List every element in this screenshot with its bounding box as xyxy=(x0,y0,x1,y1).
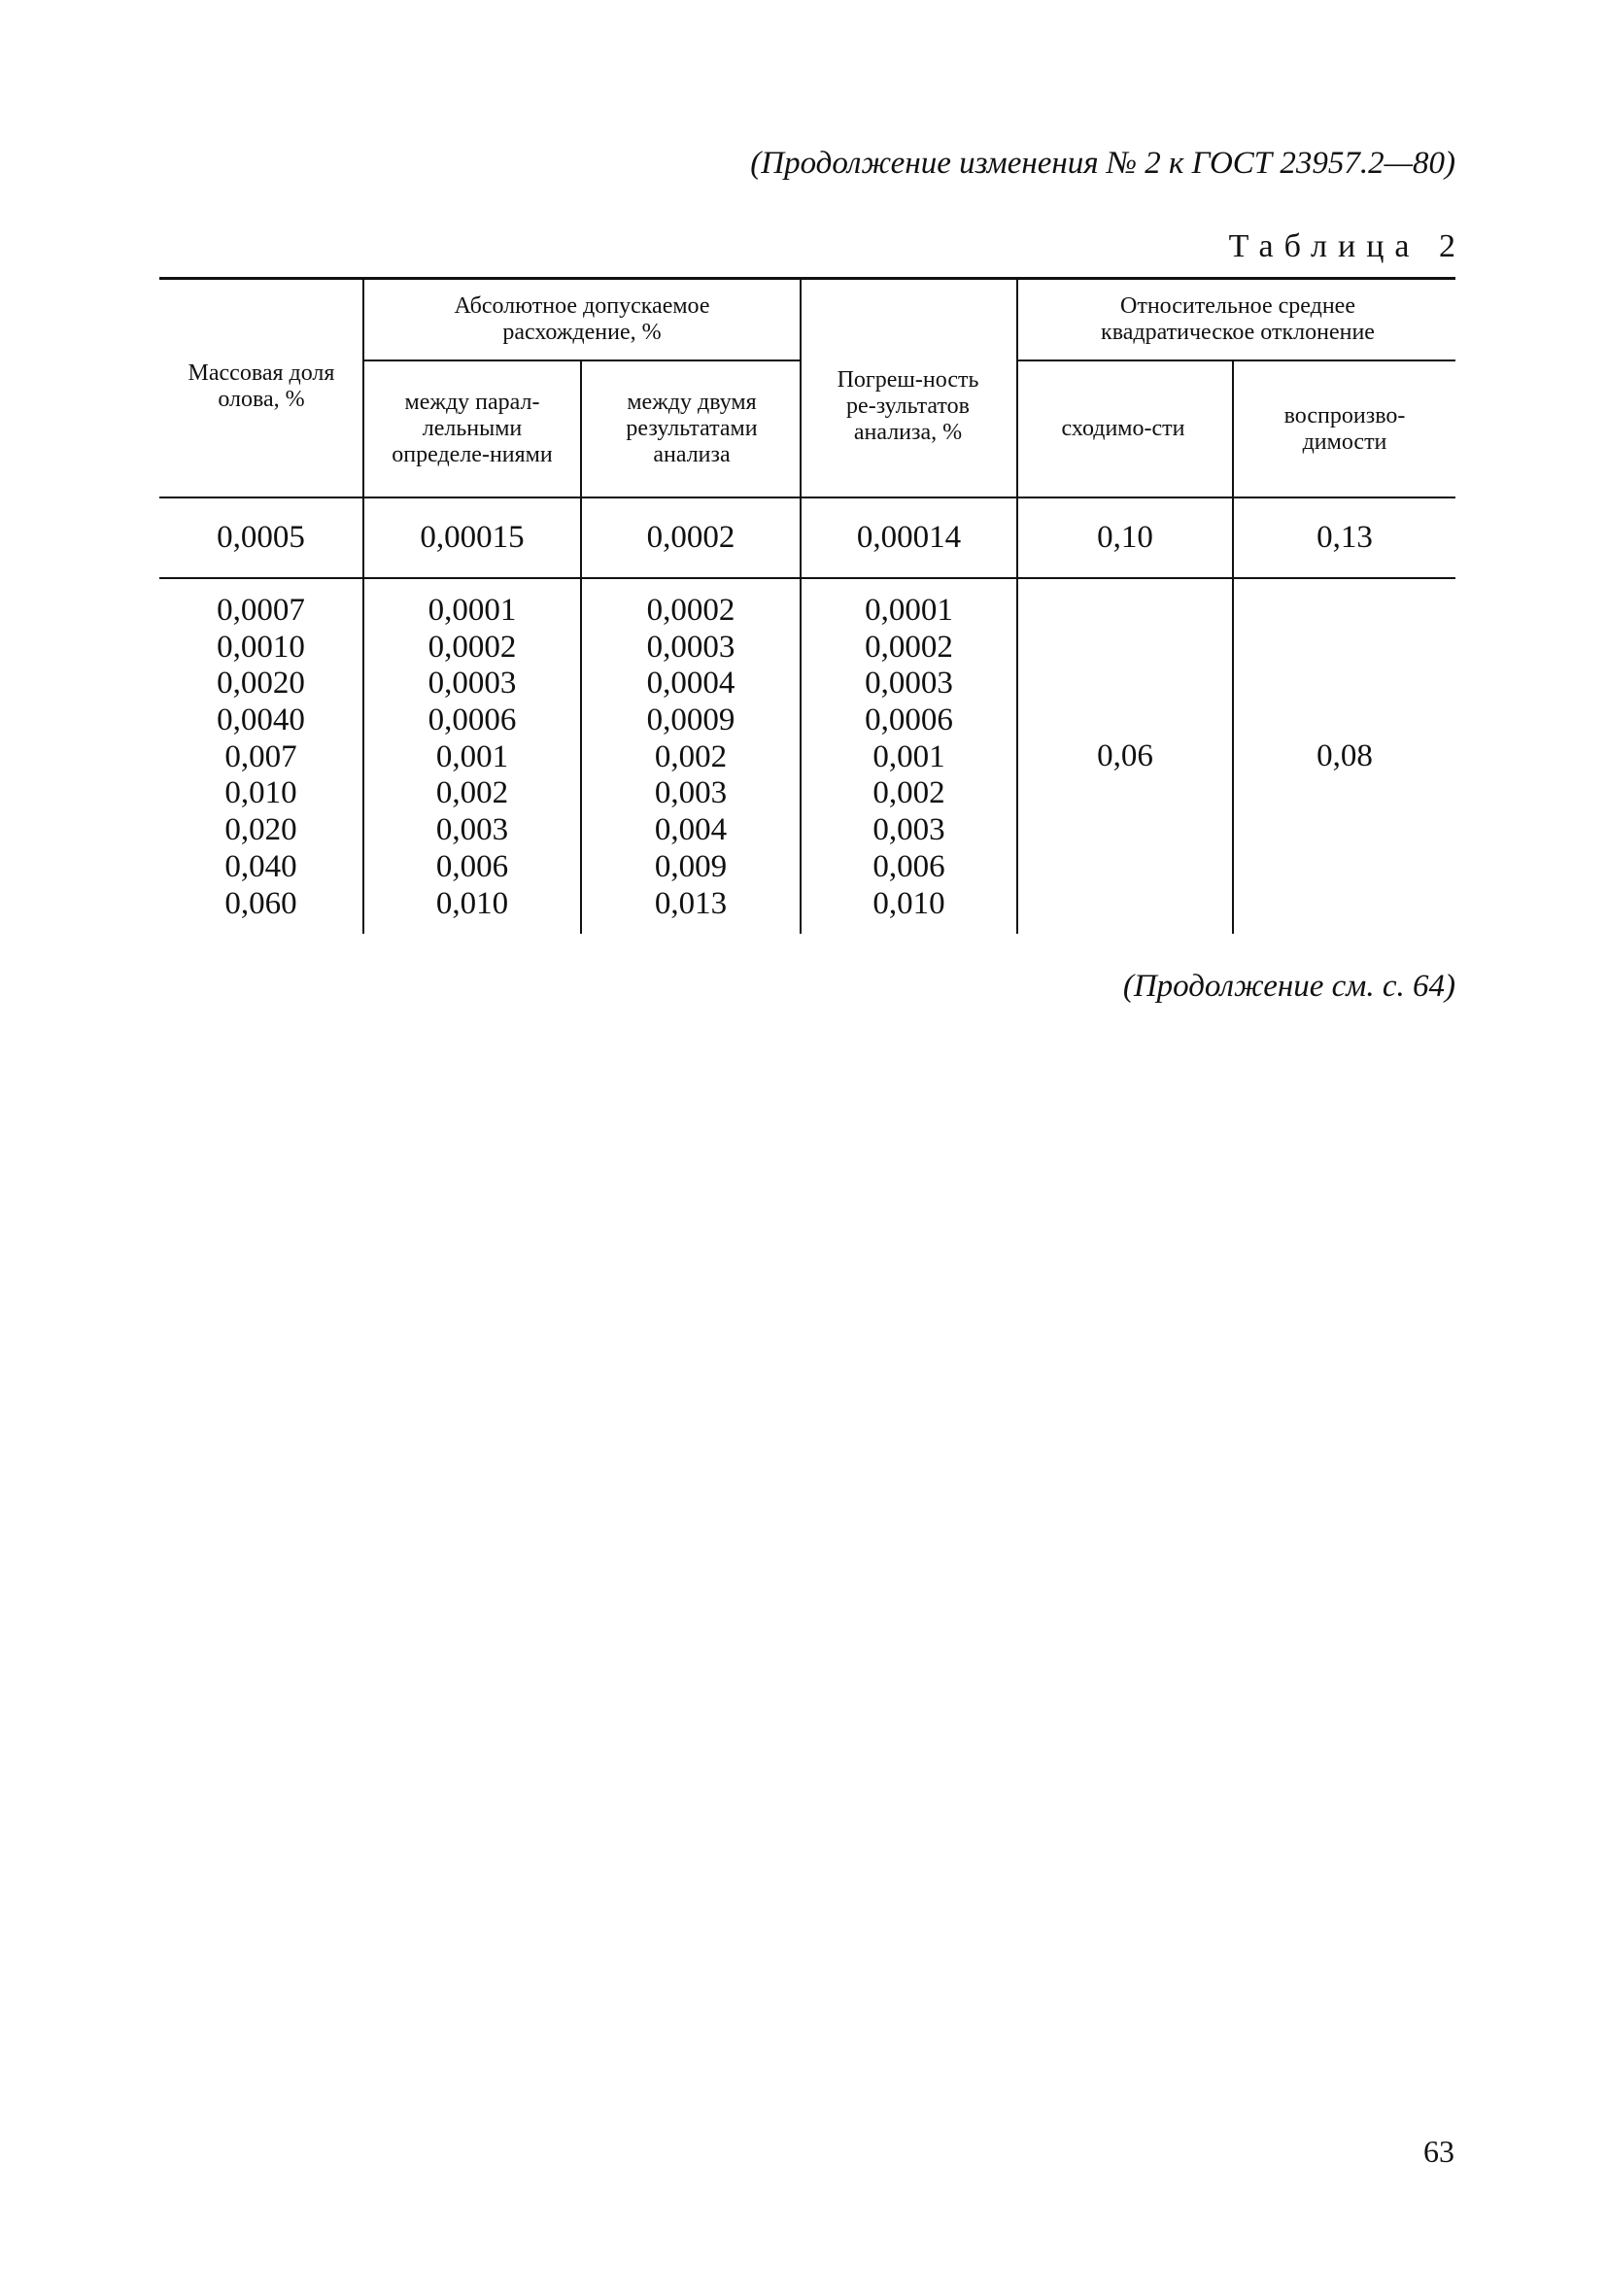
table-cell: 0,003 xyxy=(872,812,945,848)
header-between-parallel: между парал-лельными определе-ниями xyxy=(392,390,553,467)
column-error xyxy=(802,593,1016,922)
header-reproducibility: воспроизво-димости xyxy=(1283,402,1406,455)
table-cell: 0,0003 xyxy=(865,666,953,702)
row1-reproducibility: 0,13 xyxy=(1316,520,1373,555)
table-cell: 0,0002 xyxy=(865,629,953,665)
table-cell: 0,010 xyxy=(435,885,509,921)
header-mass-fraction: Массовая доля олова, % xyxy=(188,360,335,412)
table-cell: 0,003 xyxy=(435,812,509,848)
data-table xyxy=(159,277,1455,934)
table-cell: 0,0009 xyxy=(646,703,735,738)
header-error: Погреш-ность ре-зультатов анализа, % xyxy=(837,366,979,445)
table-cell: 0,0003 xyxy=(646,629,735,665)
header-rel-std-dev: Относительное среднее квадратическое отклонение xyxy=(1101,292,1375,345)
page-number: 63 xyxy=(1423,2134,1454,2169)
table-cell: 0,010 xyxy=(224,775,297,811)
table-title: Таблица 2 xyxy=(1228,228,1466,264)
page-header: (Продолжение изменения № 2 к ГОСТ 23957.2—80) xyxy=(750,146,1455,181)
table-cell: 0,0006 xyxy=(427,703,517,738)
table-cell: 0,006 xyxy=(872,848,945,884)
column-between-two-results xyxy=(582,593,800,922)
table-cell: 0,010 xyxy=(872,885,945,921)
table-cell: 0,003 xyxy=(654,775,728,811)
table-cell: 0,004 xyxy=(654,812,728,848)
table-cell: 0,002 xyxy=(435,775,509,811)
table-cell: 0,002 xyxy=(872,775,945,811)
header-repeatability: сходимо-сти xyxy=(1061,416,1185,441)
table-cell: 0,0002 xyxy=(427,629,517,665)
table-cell: 0,0006 xyxy=(865,703,953,738)
column-mass-fraction xyxy=(159,593,362,922)
header-abs-discrepancy: Абсолютное допускаемое расхождение, % xyxy=(454,292,710,345)
group-reproducibility: 0,08 xyxy=(1316,738,1373,773)
table-cell: 0,006 xyxy=(435,848,509,884)
table-cell: 0,002 xyxy=(654,738,728,774)
row1-repeatability: 0,10 xyxy=(1097,520,1153,555)
group-repeatability: 0,06 xyxy=(1097,738,1153,773)
table-cell: 0,0002 xyxy=(646,593,735,628)
table-cell: 0,001 xyxy=(435,738,509,774)
table-cell: 0,020 xyxy=(224,812,297,848)
table-cell: 0,0010 xyxy=(217,629,305,665)
table-cell: 0,0007 xyxy=(217,593,305,628)
column-between-parallel xyxy=(364,593,580,922)
row1-error: 0,00014 xyxy=(856,520,962,555)
table-cell: 0,007 xyxy=(224,738,297,774)
table-cell: 0,0004 xyxy=(646,666,735,702)
table-cell: 0,060 xyxy=(224,885,297,921)
row1-between-parallel: 0,00015 xyxy=(420,520,525,555)
page-footer: (Продолжение см. с. 64) xyxy=(1122,969,1455,1004)
table-cell: 0,001 xyxy=(872,738,945,774)
table-cell: 0,009 xyxy=(654,848,728,884)
table-cell: 0,0001 xyxy=(427,593,517,628)
header-between-two-results: между двумя результатами анализа xyxy=(626,390,758,467)
row1-between-two-results: 0,0002 xyxy=(646,520,735,555)
table-cell: 0,013 xyxy=(654,885,728,921)
row1-mass-fraction: 0,0005 xyxy=(217,520,305,555)
table-cell: 0,0003 xyxy=(427,666,517,702)
table-cell: 0,0040 xyxy=(217,703,305,738)
table-cell: 0,0001 xyxy=(865,593,953,628)
table-cell: 0,040 xyxy=(224,848,297,884)
table-cell: 0,0020 xyxy=(217,666,305,702)
